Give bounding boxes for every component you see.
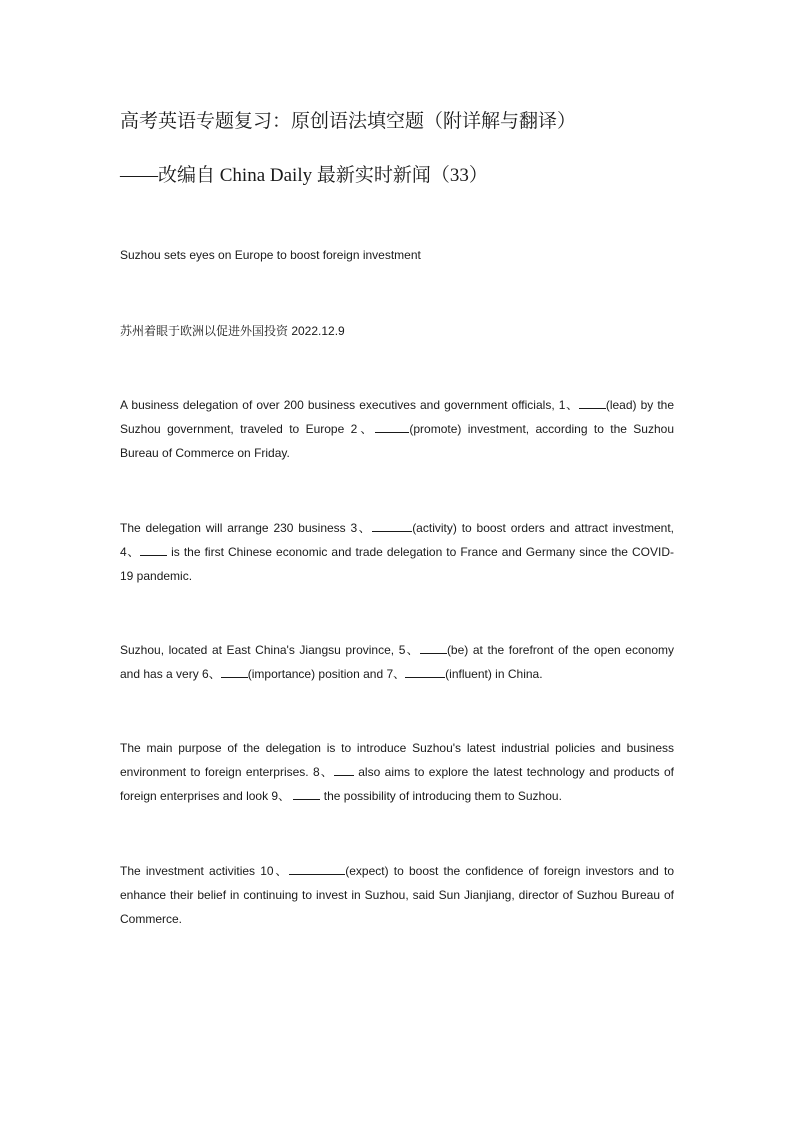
paragraph-text: The main purpose of the delegation is to introduce Suzhou's latest industrial policies and business environment to foreign enterprises. 8、 [120,741,674,779]
paragraph-text: (importance) position and 7、 [247,667,406,681]
paragraph-1 [120,393,674,465]
blank-2 [375,420,409,433]
paragraph-4 [120,736,674,808]
blank-3 [372,519,412,532]
paragraph-text: The investment activities 10、 [120,864,290,878]
paragraph-text: A business delegation of over 200 business executives and government officials, 1、 [120,398,579,412]
headline-english: Suzhou sets eyes on Europe to boost foreign investment [120,248,421,262]
paragraph-text: (activity) to boost orders and attract investment, 4、 [120,521,674,559]
blank-6 [221,665,248,678]
paragraph-5 [120,859,674,931]
blank-9 [293,787,320,800]
paragraph-text: (influent) in China. [445,667,543,681]
paragraph-text: The delegation will arrange 230 business 3、 [120,521,373,535]
document-title: 高考英语专题复习：原创语法填空题（附详解与翻译） [120,111,577,132]
headline-chinese: 苏州着眼于欧洲以促进外国投资 2022.12.9 [120,324,345,338]
paragraph-text: the possibility of introducing them to Suzhou. [320,789,562,803]
blank-5 [420,641,447,654]
blank-8 [334,763,354,776]
paragraph-text: also aims to explore the latest technology and products of foreign enterprises and look 9、 [120,765,674,803]
paragraph-2 [120,516,674,588]
paragraph-text: (promote) investment, according to the Suzhou Bureau of Commerce on Friday. [120,422,674,460]
blank-7 [405,665,445,678]
paragraph-text: (lead) by the Suzhou government, traveled to Europe 2、 [120,398,675,436]
paragraph-text: Suzhou, located at East China's Jiangsu province, 5、 [120,643,420,657]
document-subtitle: ——改编自 China Daily 最新实时新闻（33） [120,165,488,186]
paragraph-text: is the first Chinese economic and trade delegation to France and Germany since the COVID-19 pandemic. [120,545,674,583]
paragraph-text: (be) at the forefront of the open economy and has a very 6、 [120,643,674,681]
blank-1 [579,396,606,409]
paragraph-text: (expect) to boost the confidence of foreign investors and to enhance their belief in continuing to invest in Suzhou, said Sun Jianjiang, director of Suzhou Bureau of Commerce. [120,864,674,926]
blank-10 [289,862,345,875]
blank-4 [140,543,167,556]
paragraph-3 [120,638,674,686]
